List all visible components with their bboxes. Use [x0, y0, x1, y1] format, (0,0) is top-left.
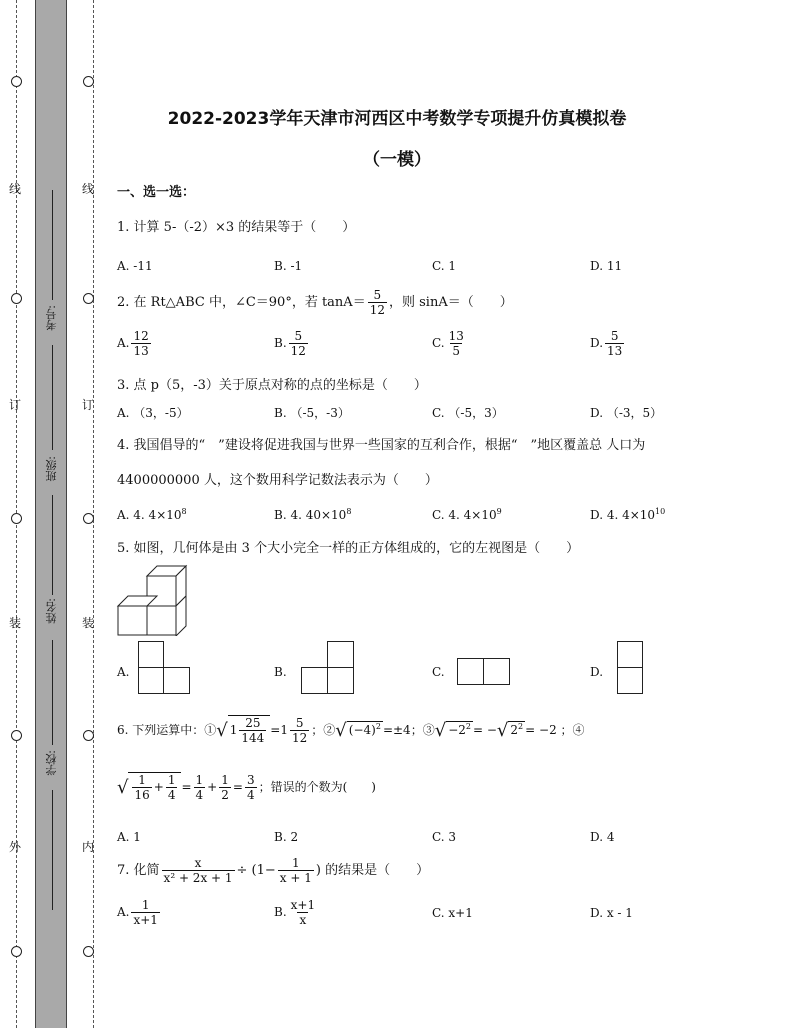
hole-circle [11, 730, 22, 741]
q7-option-a: A. $\frac{1}{x+1}$ [117, 898, 158, 927]
q2-fraction: $\frac{5}{12}$ [369, 288, 385, 317]
margin-mark-nei: 内 [82, 840, 95, 854]
q7-option-d: D. x - 1 [590, 906, 633, 920]
q2-stem-b: ，则 sinA＝（ ） [388, 295, 513, 310]
q5-b-square [301, 667, 328, 694]
margin-mark-xian: 线 [82, 182, 95, 196]
section-heading: 一、选一选： [117, 185, 196, 200]
margin-mark-zhuang: 装 [9, 616, 22, 630]
q5-d-square [617, 641, 643, 668]
q5-a-square [163, 667, 190, 694]
class-label: 班级: [45, 456, 58, 482]
q3-option-c: C. （-5，3） [432, 406, 504, 420]
q4-option-c: C. 4. $4\times 10^9$ [432, 507, 502, 522]
page-subtitle: （一模） [363, 150, 431, 170]
q5-c-square [483, 658, 510, 685]
q6-option-a: A. 1 [117, 830, 141, 844]
margin-mark-zhuang: 装 [82, 616, 95, 630]
q3-option-a: A. （3，-5） [117, 406, 189, 420]
q6-option-c: C. 3 [432, 830, 457, 844]
margin-mark-ding: 订 [82, 398, 95, 412]
q5-option-c: C. [432, 665, 445, 679]
school-label: 学校: [45, 750, 58, 776]
hole-circle [83, 730, 94, 741]
q7-option-c: C. x+1 [432, 906, 473, 920]
q5-b-square [327, 667, 354, 694]
q5-a-top-square [138, 641, 164, 668]
question-3: 3. 点 p（5，-3）关于原点对称的点的坐标是（ ） [117, 378, 427, 393]
question-7: 7. 化简 $\frac{x}{\text{x² + 2x + 1}}$ ÷ (1− $\frac{1}{x + 1}$ ) 的结果是（ ） [117, 856, 430, 885]
exam-number-label: 考号: [45, 305, 58, 331]
question-5: 5. 如图，几何体是由 3 个大小完全一样的正方体组成的，它的左视图是（ ） [117, 541, 580, 556]
q1-option-c: C. 1 [432, 259, 457, 273]
q5-option-b: B. [274, 665, 287, 679]
hole-circle [11, 293, 22, 304]
q2-option-b: B. $\frac{5}{12}$ [274, 329, 306, 358]
hole-circle [11, 513, 22, 524]
q4-option-d: D. 4. $4\times 10^{10}$ [590, 507, 666, 522]
q5-b-top-square [327, 641, 354, 668]
q1-option-a: A. -11 [117, 259, 153, 273]
hole-circle [83, 293, 94, 304]
q5-c-square [457, 658, 484, 685]
hole-circle [11, 946, 22, 957]
q5-d-square [617, 667, 643, 694]
q3-option-b: B. （-5，-3） [274, 406, 350, 420]
hole-circle [83, 76, 94, 87]
field-line [52, 190, 53, 300]
name-label: 姓名: [45, 598, 58, 624]
hole-circle [83, 513, 94, 524]
q2-option-a: A. $\frac{12}{13}$ [117, 329, 149, 358]
q7-option-b: B. $\frac{x+1}{x}$ [274, 898, 316, 927]
cube-solid-figure [116, 564, 192, 636]
field-line [52, 495, 53, 595]
question-4-line1: 4. 我国倡导的“ ”建设将促进我国与世界一些国家的互利合作，根据“ ”地区覆盖总 人口为 [117, 438, 646, 453]
margin-mark-wai: 外 [9, 840, 22, 854]
hole-circle [83, 946, 94, 957]
q5-a-square [138, 667, 164, 694]
q5-option-d: D. [590, 665, 604, 679]
q2-option-c: C. $\frac{13}{5}$ [432, 329, 464, 358]
question-4-line2: 4400000000 人，这个数用科学记数法表示为（ ） [117, 473, 438, 488]
q2-stem-a: 2. 在 Rt△ABC 中，∠C＝90°，若 tanA＝ [117, 295, 366, 310]
question-6-line1: 6. 下列运算中：①√ 1 $\frac{25}{144}$ =1 $\frac{5}{12}$ ；②√ $(-4)^2 =\pm 4$；③√ $-2^2$ = −√ $2^2 = -2$ ；④ [117, 716, 585, 745]
q1-option-d: D. 11 [590, 259, 623, 273]
margin-mark-xian: 线 [9, 182, 22, 196]
q1-option-b: B. -1 [274, 259, 303, 273]
margin-mark-ding: 订 [9, 398, 22, 412]
field-line [52, 345, 53, 450]
q2-option-d: D. $\frac{5}{13}$ [590, 329, 623, 358]
q3-option-d: D. （-3，5） [590, 406, 663, 420]
q6-option-b: B. 2 [274, 830, 299, 844]
field-line [52, 790, 53, 910]
field-line [52, 640, 53, 745]
hole-circle [11, 76, 22, 87]
q4-option-b: B. 4. $40\times 10^8$ [274, 507, 352, 522]
question-6-line2: √ $\frac{1}{16}$ + $\frac{1}{4}$ = $\frac{1}{4}$ + $\frac{1}{2}$ = $\frac{3}{4}$ ；错误的个数为( ) [117, 773, 376, 802]
page-title: 2022-2023学年天津市河西区中考数学专项提升仿真模拟卷 [167, 109, 627, 129]
q6-option-d: D. 4 [590, 830, 615, 844]
q5-option-a: A. [117, 665, 130, 679]
question-1: 1. 计算 5-（-2）×3 的结果等于（ ） [117, 220, 356, 235]
question-2 [117, 288, 513, 317]
q4-option-a: A. 4. $4\times 10^8$ [117, 507, 187, 522]
